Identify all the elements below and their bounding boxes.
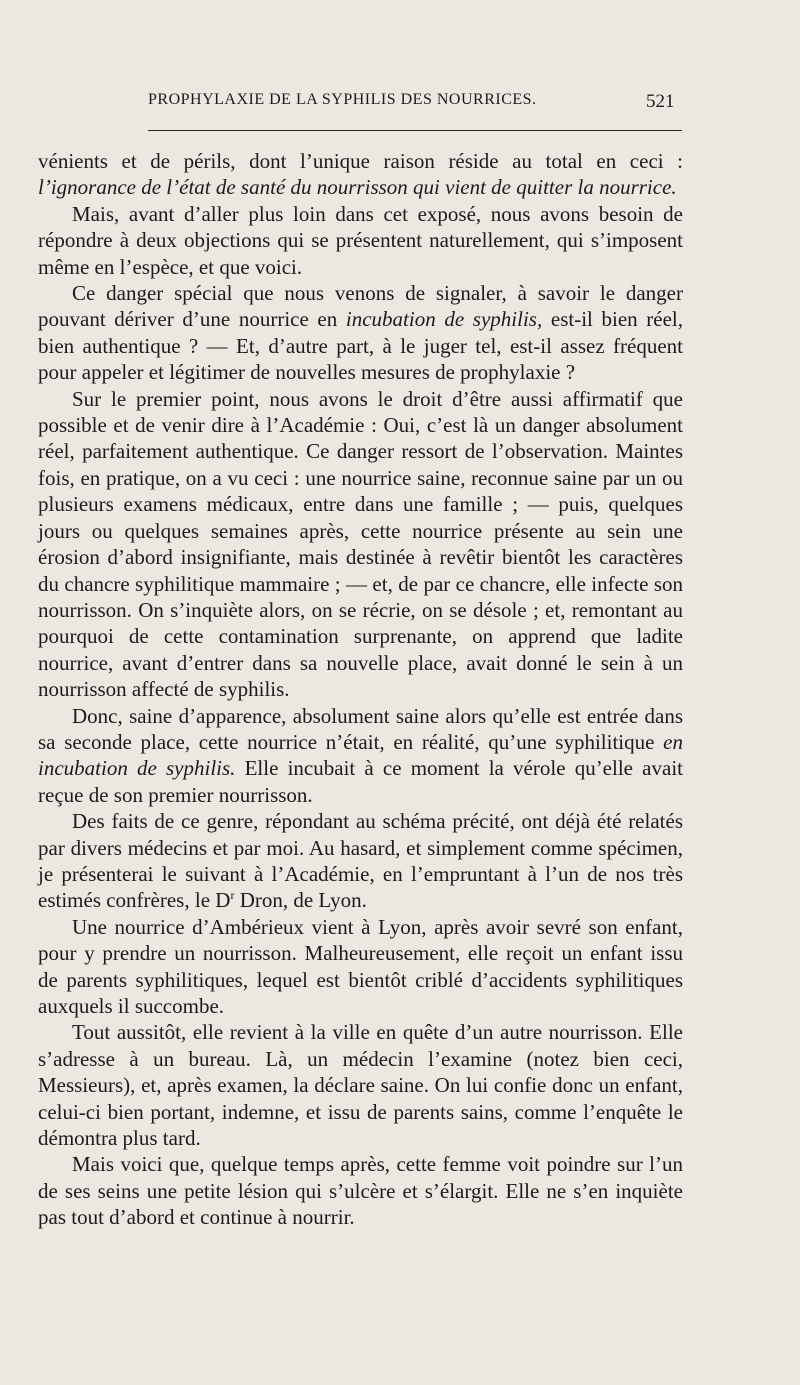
paragraph (38, 808, 683, 914)
text: Elle incubait à ce moment la vérole qu’elle avait reçue de son premier nourrisson. (38, 756, 683, 807)
italic-text: incubation de syphilis, (345, 307, 543, 332)
paragraph (38, 1019, 683, 1151)
text: est-il bien réel, bien authentique ? — Et, d’autre part, à le juger tel, est-il assez fréquent pour appeler et légitimer de nouvelles mesures de prophylaxie ? (38, 307, 683, 385)
paragraph (38, 703, 683, 809)
paragraph (38, 280, 683, 386)
text: Ce danger spécial que nous venons de signaler, à savoir le danger pouvant dériver d’une nourrice en (38, 281, 683, 332)
text: Mais, avant d’aller plus loin dans cet exposé, nous avons besoin de répondre à deux objections qui se présentent naturellement, qui s’imposent même en l’espèce, et que voici. (38, 201, 683, 279)
body-text (38, 148, 683, 1231)
text: Donc, saine d’apparence, absolument saine alors qu’elle est entrée dans sa seconde place, cette nourrice n’était, en réalité, qu’une syphilitique (38, 703, 683, 754)
text: Des faits de ce genre, répondant au schéma précité, ont déjà été relatés par divers médecins et par moi. Au hasard, et simplement comme spécimen, je présenterai le suivant à l’Académie, en l’empruntant à l’un de nos très estimés confrères, le D (38, 809, 683, 913)
running-title: PROPHYLAXIE DE LA SYPHILIS DES NOURRICES. (148, 91, 537, 108)
page-header (0, 91, 800, 117)
paragraph (38, 148, 683, 201)
paragraph (38, 914, 683, 1020)
italic-text: en incubation de syphilis. (38, 729, 683, 781)
text: Sur le premier point, nous avons le droit d’être aussi affirmatif que possible et de venir dire à l’Académie : Oui, c’est là un danger absolument réel, parfaitement authentique. Ce danger ressort de l’observation. Maintes fois, en pratique, on a vu ceci : une nourrice saine, reconnue saine par un ou plusieurs examens médicaux, entre dans une famille ; — puis, quelques jours ou quelques semaines après, cette nourrice présente au sein une érosion d’abord insignifiante, mais destinée à revêtir bientôt les caractères du chancre syphilitique mammaire ; — et, de par ce chancre, elle infecte son nourrisson. On s’inquiète alors, on se récrie, on se désole ; et, remontant au pourquoi de cette contamination surprenante, on apprend que ladite nourrice, avant d’entrer dans sa nouvelle place, avait donné le sein à un nourrisson affecté de syphilis. (38, 386, 683, 702)
page-number: 521 (646, 91, 675, 112)
text: Une nourrice d’Ambérieux vient à Lyon, après avoir sevré son enfant, pour y prendre un nourrisson. Malheureusement, elle reçoit un enfant issu de parents syphilitiques, lequel est bientôt criblé d’accidents syphilitiques auxquels il succombe. (38, 914, 683, 1018)
superscript: r (230, 888, 235, 903)
text: Mais voici que, quelque temps après, cette femme voit poindre sur l’un de ses seins une petite lésion qui s’ulcère et s’élargit. Elle ne s’en inquiète pas tout d’abord et continue à nourrir. (38, 1152, 683, 1230)
header-rule (148, 130, 682, 131)
paragraph (38, 386, 683, 703)
text: vénients et de périls, dont l’unique raison réside au total en ceci : (38, 149, 683, 173)
italic-text: l’ignorance de l’état de santé du nourrisson qui vient de quitter la nourrice. (38, 175, 677, 200)
text: Tout aussitôt, elle revient à la ville en quête d’un autre nourrisson. Elle s’adresse à un bureau. Là, un médecin l’examine (notez bien ceci, Messieurs), et, après examen, la déclare saine. On lui confie donc un enfant, celui-ci bien portant, indemne, et issu de parents sains, comme l’enquête le démontra plus tard. (38, 1020, 683, 1151)
text: Dron, de Lyon. (234, 888, 367, 913)
paragraph (38, 201, 683, 280)
paragraph (38, 1151, 683, 1230)
